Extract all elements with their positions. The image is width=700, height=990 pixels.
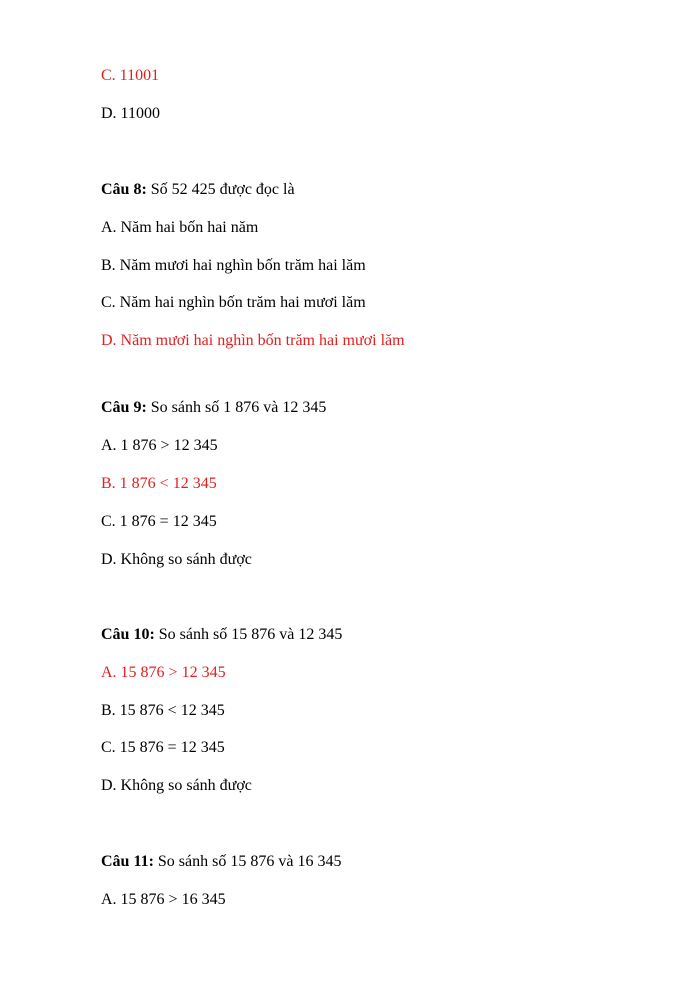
question-10-text: So sánh số 15 876 và 12 345 (154, 626, 343, 643)
question-8-text: Số 52 425 được đọc là (146, 181, 295, 198)
prev-option-c: C. 11001 (101, 67, 160, 84)
question-10 (101, 625, 342, 645)
question-9-text: So sánh số 1 876 và 12 345 (146, 399, 327, 416)
q10-option-d: D. Không so sánh được (101, 777, 252, 794)
question-9 (101, 398, 326, 418)
q9-option-d: D. Không so sánh được (101, 551, 252, 568)
q8-option-b: B. Năm mươi hai nghìn bốn trăm hai lăm (101, 257, 366, 274)
q9-option-b: B. 1 876 < 12 345 (101, 475, 217, 492)
question-11-number: Câu 11: (101, 853, 154, 870)
q8-option-d: D. Năm mươi hai nghìn bốn trăm hai mươi lăm (101, 332, 405, 349)
q8-option-c: C. Năm hai nghìn bốn trăm hai mươi lăm (101, 294, 366, 311)
q9-option-c: C. 1 876 = 12 345 (101, 513, 217, 530)
q11-option-a: A. 15 876 > 16 345 (101, 891, 226, 908)
q10-option-b: B. 15 876 < 12 345 (101, 702, 225, 719)
q8-option-a: A. Năm hai bốn hai năm (101, 219, 259, 236)
question-8 (101, 180, 295, 200)
prev-option-d: D. 11000 (101, 105, 160, 122)
question-8-number: Câu 8: (101, 181, 147, 198)
q10-option-c: C. 15 876 = 12 345 (101, 739, 225, 756)
question-10-number: Câu 10: (101, 626, 155, 643)
question-9-number: Câu 9: (101, 399, 147, 416)
question-11-text: So sánh số 15 876 và 16 345 (153, 853, 342, 870)
q9-option-a: A. 1 876 > 12 345 (101, 437, 218, 454)
question-11 (101, 852, 341, 872)
q10-option-a: A. 15 876 > 12 345 (101, 664, 226, 681)
